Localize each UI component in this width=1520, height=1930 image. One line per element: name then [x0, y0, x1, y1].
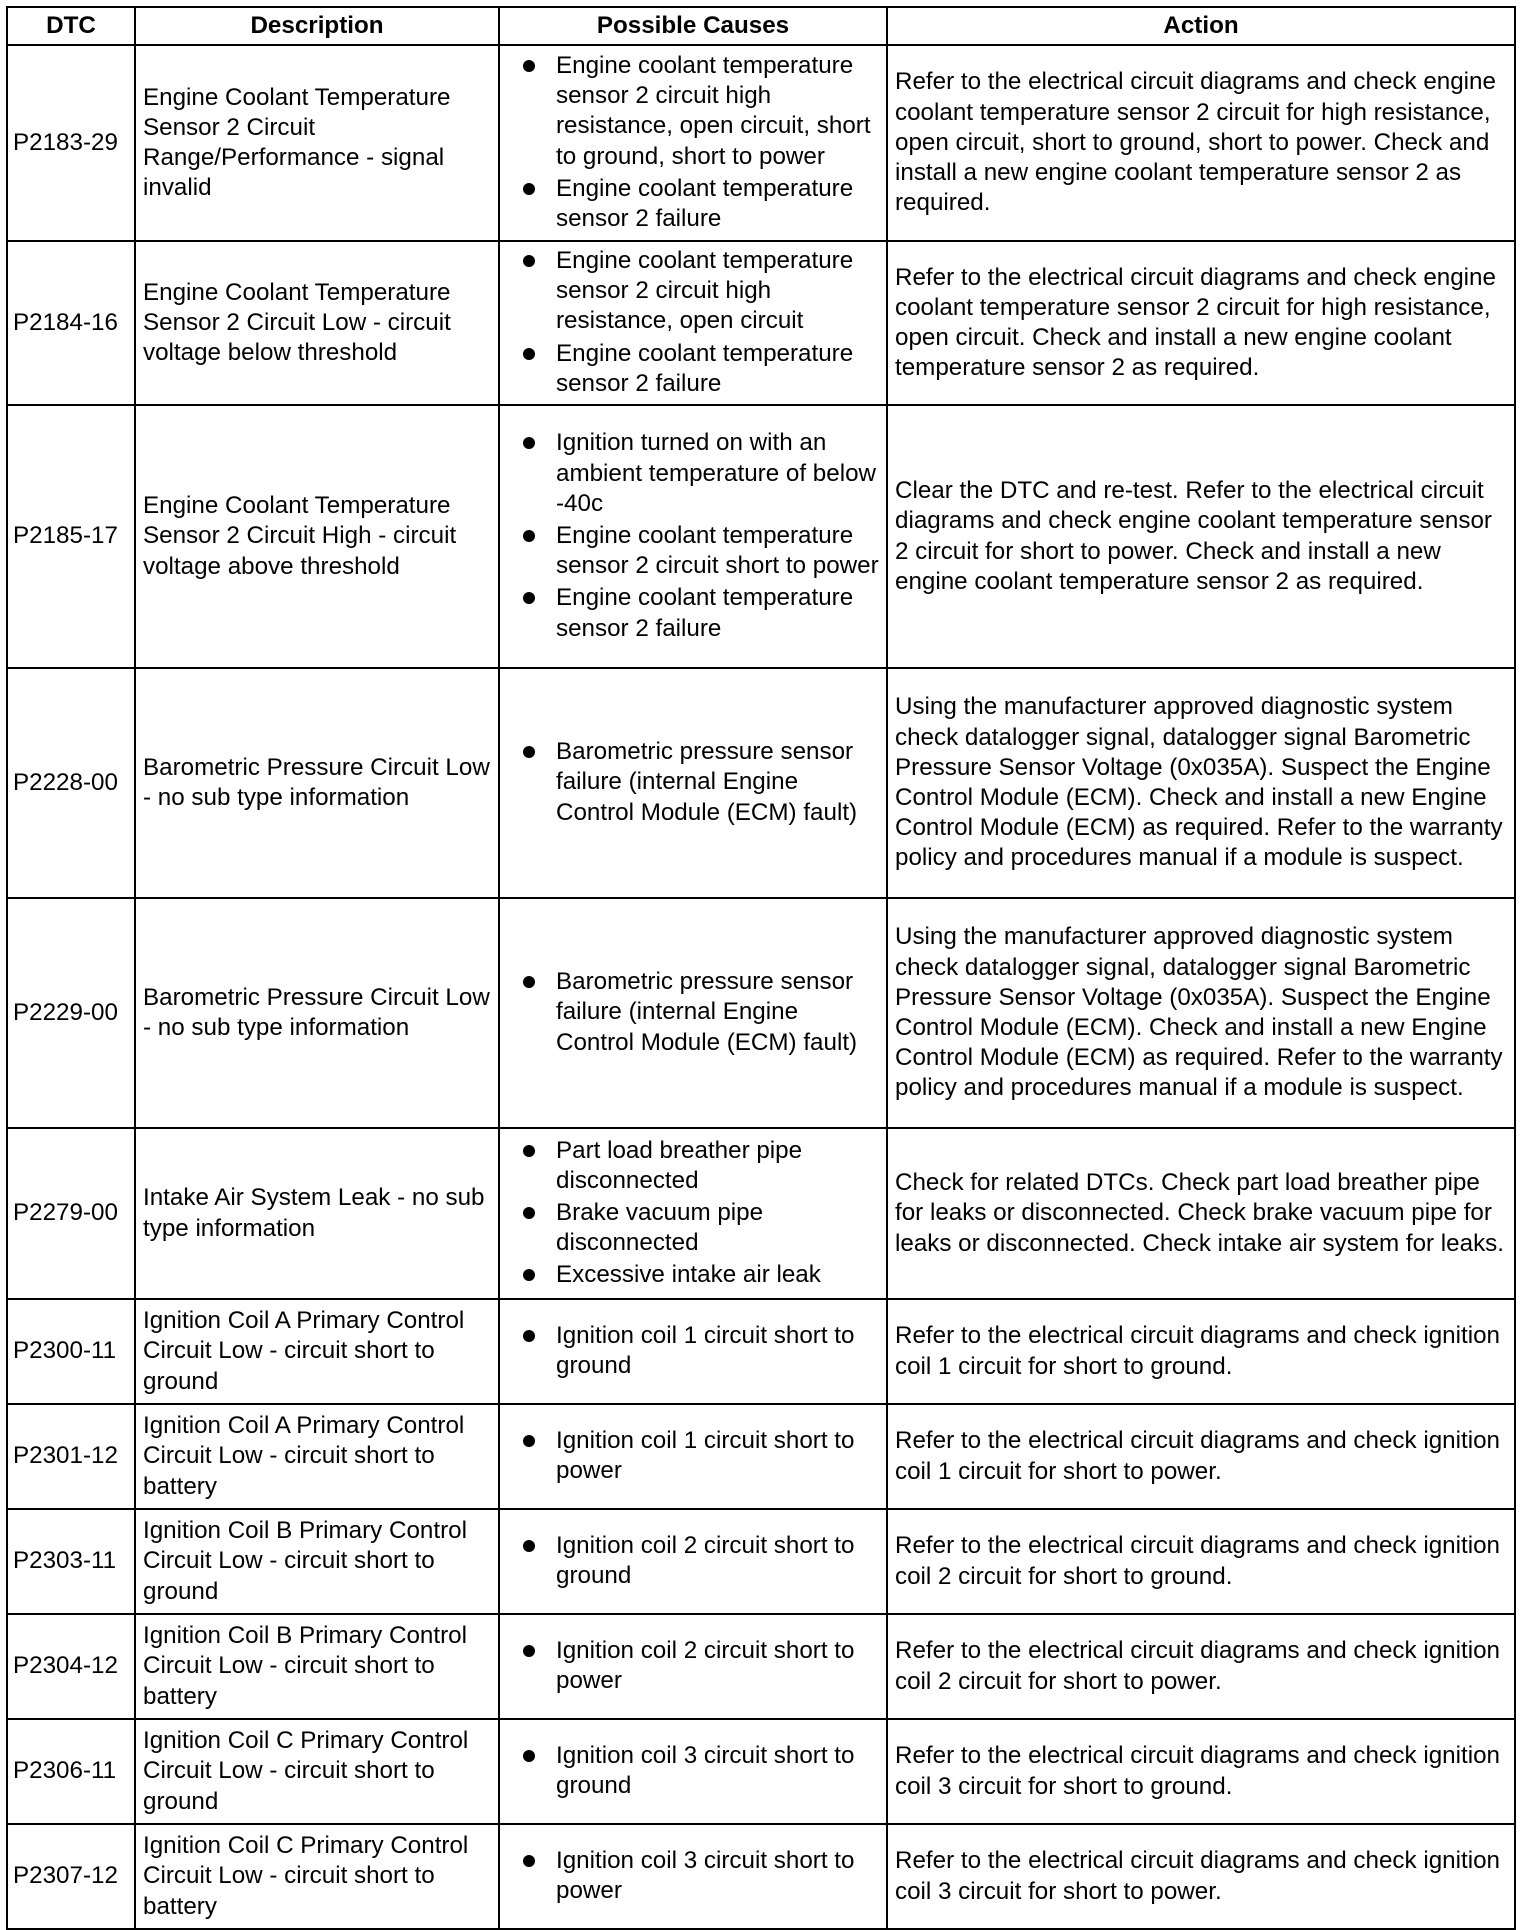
dtc-code: P2303-11 — [7, 1509, 135, 1614]
cause-item — [518, 1846, 882, 1906]
dtc-action: Refer to the electrical circuit diagrams and check engine coolant temperature sensor 2 circuit for high resistance, open circuit, short to ground, short to power. Check and install a new engine coolant temperature sensor 2 as required. — [887, 45, 1515, 241]
possible-causes — [499, 1719, 887, 1824]
possible-causes — [499, 1824, 887, 1929]
table-row — [7, 405, 1515, 668]
possible-causes — [499, 1614, 887, 1719]
dtc-code: P2183-29 — [7, 45, 135, 241]
dtc-code: P2304-12 — [7, 1614, 135, 1719]
cause-list — [518, 1136, 882, 1291]
dtc-description: Engine Coolant Temperature Sensor 2 Circuit High - circuit voltage above threshold — [135, 405, 499, 668]
possible-causes — [499, 1509, 887, 1614]
bullet-icon — [523, 1145, 535, 1157]
cause-text: Engine coolant temperature sensor 2 circuit high resistance, open circuit, short to ground, short to power — [556, 51, 871, 170]
cause-item — [518, 428, 882, 519]
table-row — [7, 1128, 1515, 1299]
table-row — [7, 1719, 1515, 1824]
cause-text: Ignition coil 3 circuit short to power — [556, 1846, 855, 1905]
cause-item — [518, 583, 882, 643]
table-row — [7, 241, 1515, 405]
cause-text: Part load breather pipe disconnected — [556, 1136, 803, 1194]
bullet-icon — [523, 60, 535, 72]
cause-text: Engine coolant temperature sensor 2 failure — [556, 584, 854, 642]
dtc-action: Using the manufacturer approved diagnostic system check datalogger signal, datalogger signal Barometric Pressure Sensor Voltage (0x035A). Suspect the Engine Control Module (ECM). Check and install a new Engine Control Module (ECM) as required. Refer to the warranty policy and procedures manual if a module is suspect. — [887, 898, 1515, 1128]
table-header — [7, 7, 1515, 45]
possible-causes — [499, 1128, 887, 1299]
cause-text: Ignition coil 2 circuit short to ground — [556, 1531, 855, 1590]
cause-item — [518, 737, 882, 828]
cause-item — [518, 1136, 882, 1196]
header-action: Action — [887, 7, 1515, 45]
cause-text: Barometric pressure sensor failure (internal Engine Control Module (ECM) fault) — [556, 968, 858, 1056]
cause-item — [518, 246, 882, 337]
table-row — [7, 1824, 1515, 1929]
bullet-icon — [523, 1269, 535, 1281]
bullet-icon — [523, 348, 535, 360]
dtc-action: Clear the DTC and re-test. Refer to the electrical circuit diagrams and check engine coolant temperature sensor 2 circuit for short to power. Check and install a new engine coolant temperature sensor 2 as required. — [887, 405, 1515, 668]
header-possible-causes: Possible Causes — [499, 7, 887, 45]
dtc-description: Ignition Coil B Primary Control Circuit Low - circuit short to battery — [135, 1614, 499, 1719]
dtc-code: P2300-11 — [7, 1299, 135, 1404]
dtc-action: Refer to the electrical circuit diagrams and check ignition coil 1 circuit for short to power. — [887, 1404, 1515, 1509]
bullet-icon — [523, 1207, 535, 1219]
cause-text: Engine coolant temperature sensor 2 circuit high resistance, open circuit — [556, 247, 854, 335]
dtc-code: P2184-16 — [7, 241, 135, 405]
bullet-icon — [523, 1750, 535, 1762]
cause-item — [518, 1426, 882, 1486]
possible-causes — [499, 45, 887, 241]
cause-list — [518, 1321, 882, 1381]
dtc-code: P2185-17 — [7, 405, 135, 668]
dtc-action: Refer to the electrical circuit diagrams and check ignition coil 3 circuit for short to ground. — [887, 1719, 1515, 1824]
cause-text: Brake vacuum pipe disconnected — [556, 1198, 764, 1257]
table-row — [7, 45, 1515, 241]
table-row — [7, 898, 1515, 1128]
dtc-description: Barometric Pressure Circuit Low - no sub type information — [135, 668, 499, 898]
dtc-description: Ignition Coil A Primary Control Circuit Low - circuit short to ground — [135, 1299, 499, 1404]
dtc-description: Ignition Coil B Primary Control Circuit Low - circuit short to ground — [135, 1509, 499, 1614]
dtc-action: Check for related DTCs. Check part load breather pipe for leaks or disconnected. Check brake vacuum pipe for leaks or disconnected. Check intake air system for leaks. — [887, 1128, 1515, 1299]
cause-text: Excessive intake air leak — [556, 1261, 821, 1289]
bullet-icon — [523, 1540, 535, 1552]
cause-item — [518, 1260, 882, 1290]
table-row — [7, 1509, 1515, 1614]
cause-item — [518, 1198, 882, 1258]
cause-list — [518, 1531, 882, 1591]
bullet-icon — [523, 592, 535, 604]
cause-item — [518, 174, 882, 234]
dtc-code: P2228-00 — [7, 668, 135, 898]
cause-list — [518, 1846, 882, 1906]
cause-text: Engine coolant temperature sensor 2 failure — [556, 339, 854, 397]
possible-causes — [499, 1299, 887, 1404]
table-row — [7, 1299, 1515, 1404]
bullet-icon — [523, 746, 535, 758]
table-body — [7, 45, 1515, 1929]
bullet-icon — [523, 1435, 535, 1447]
dtc-table — [6, 6, 1516, 1930]
table-row — [7, 668, 1515, 898]
dtc-code: P2229-00 — [7, 898, 135, 1128]
possible-causes — [499, 241, 887, 405]
dtc-action: Refer to the electrical circuit diagrams and check ignition coil 1 circuit for short to ground. — [887, 1299, 1515, 1404]
table-row — [7, 1614, 1515, 1719]
cause-list — [518, 1741, 882, 1801]
bullet-icon — [523, 530, 535, 542]
bullet-icon — [523, 1855, 535, 1867]
dtc-action: Using the manufacturer approved diagnostic system check datalogger signal, datalogger signal Barometric Pressure Sensor Voltage (0x035A). Suspect the Engine Control Module (ECM). Check and install a new Engine Control Module (ECM) as required. Refer to the warranty policy and procedures manual if a module is suspect. — [887, 668, 1515, 898]
dtc-description: Barometric Pressure Circuit Low - no sub type information — [135, 898, 499, 1128]
bullet-icon — [523, 437, 535, 449]
possible-causes — [499, 405, 887, 668]
cause-item — [518, 51, 882, 172]
cause-item — [518, 967, 882, 1058]
dtc-code: P2301-12 — [7, 1404, 135, 1509]
dtc-description: Engine Coolant Temperature Sensor 2 Circuit Range/Performance - signal invalid — [135, 45, 499, 241]
dtc-action: Refer to the electrical circuit diagrams and check ignition coil 2 circuit for short to power. — [887, 1614, 1515, 1719]
cause-text: Ignition coil 1 circuit short to power — [556, 1426, 855, 1485]
dtc-code: P2307-12 — [7, 1824, 135, 1929]
cause-list — [518, 51, 882, 234]
cause-item — [518, 1321, 882, 1381]
dtc-action: Refer to the electrical circuit diagrams and check ignition coil 3 circuit for short to power. — [887, 1824, 1515, 1929]
possible-causes — [499, 668, 887, 898]
cause-list — [518, 428, 882, 643]
cause-item — [518, 1531, 882, 1591]
possible-causes — [499, 898, 887, 1128]
dtc-action: Refer to the electrical circuit diagrams and check ignition coil 2 circuit for short to ground. — [887, 1509, 1515, 1614]
dtc-description: Ignition Coil A Primary Control Circuit Low - circuit short to battery — [135, 1404, 499, 1509]
cause-text: Engine coolant temperature sensor 2 circuit short to power — [556, 521, 879, 580]
cause-text: Ignition coil 2 circuit short to power — [556, 1636, 855, 1695]
cause-list — [518, 246, 882, 399]
cause-item — [518, 521, 882, 581]
cause-text: Ignition coil 1 circuit short to ground — [556, 1321, 855, 1380]
cause-item — [518, 339, 882, 399]
dtc-action: Refer to the electrical circuit diagrams and check engine coolant temperature sensor 2 circuit for high resistance, open circuit. Check and install a new engine coolant temperature sensor 2 as required. — [887, 241, 1515, 405]
cause-text: Engine coolant temperature sensor 2 failure — [556, 174, 854, 232]
header-description: Description — [135, 7, 499, 45]
bullet-icon — [523, 1330, 535, 1342]
dtc-description: Intake Air System Leak - no sub type information — [135, 1128, 499, 1299]
header-row — [7, 7, 1515, 45]
dtc-code: P2306-11 — [7, 1719, 135, 1824]
cause-list — [518, 1636, 882, 1696]
bullet-icon — [523, 183, 535, 195]
dtc-description: Ignition Coil C Primary Control Circuit Low - circuit short to ground — [135, 1719, 499, 1824]
header-dtc: DTC — [7, 7, 135, 45]
dtc-description: Ignition Coil C Primary Control Circuit Low - circuit short to battery — [135, 1824, 499, 1929]
dtc-code: P2279-00 — [7, 1128, 135, 1299]
cause-text: Ignition turned on with an ambient temperature of below -40c — [556, 429, 876, 517]
possible-causes — [499, 1404, 887, 1509]
dtc-description: Engine Coolant Temperature Sensor 2 Circuit Low - circuit voltage below threshold — [135, 241, 499, 405]
cause-list — [518, 737, 882, 828]
cause-list — [518, 1426, 882, 1486]
cause-item — [518, 1636, 882, 1696]
cause-list — [518, 967, 882, 1058]
cause-item — [518, 1741, 882, 1801]
bullet-icon — [523, 1645, 535, 1657]
cause-text: Ignition coil 3 circuit short to ground — [556, 1741, 855, 1800]
table-row — [7, 1404, 1515, 1509]
bullet-icon — [523, 976, 535, 988]
cause-text: Barometric pressure sensor failure (internal Engine Control Module (ECM) fault) — [556, 738, 858, 826]
bullet-icon — [523, 255, 535, 267]
